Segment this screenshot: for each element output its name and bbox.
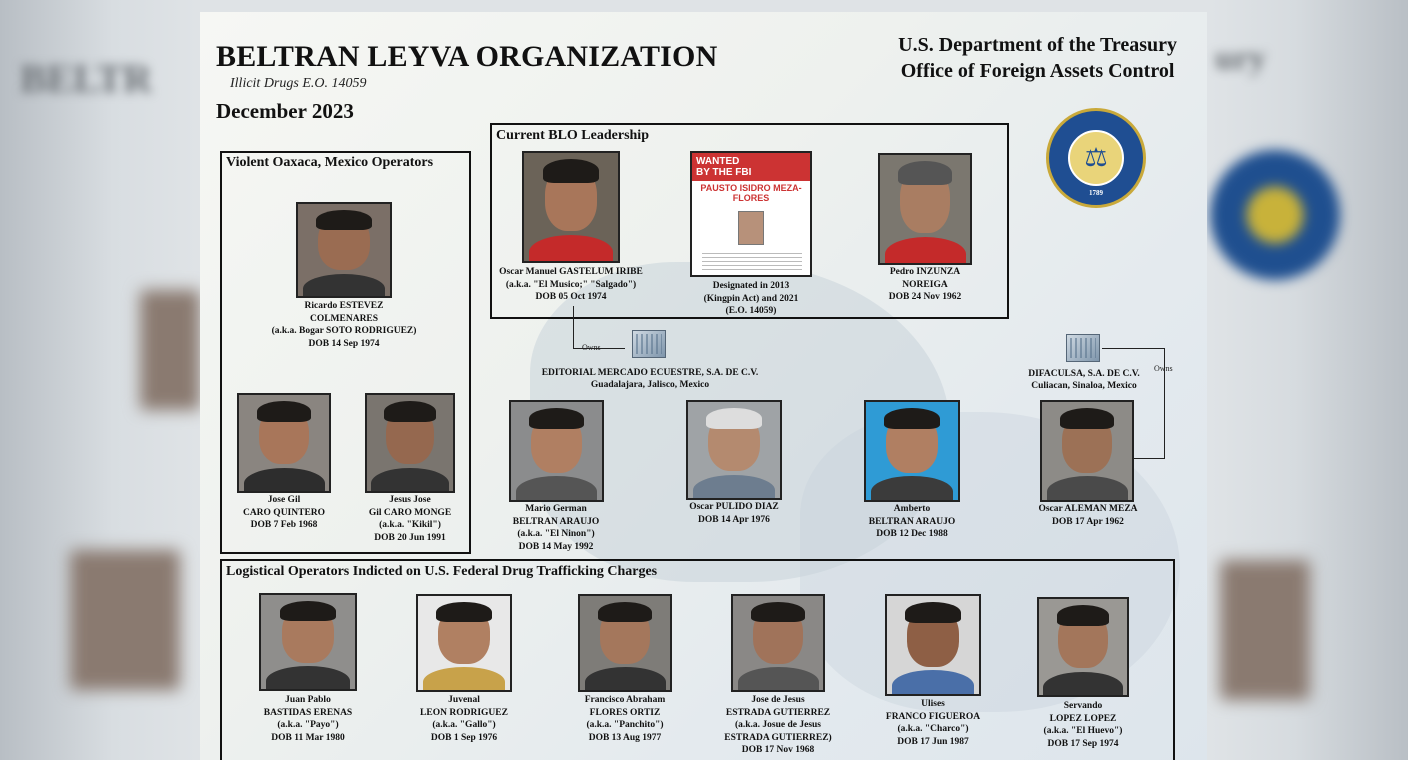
owns-line-horizontal-2 — [1102, 348, 1164, 349]
blurred-title-left: BELTR — [20, 56, 152, 101]
photo-caro-monge — [365, 393, 455, 493]
caption-amberto-beltran: Amberto BELTRAN ARAUJO DOB 12 Dec 1988 — [868, 504, 956, 539]
oaxaca-label: Violent Oaxaca, Mexico Operators — [226, 155, 434, 170]
agency-name — [898, 32, 1177, 84]
caption-gastelum: Oscar Manuel GASTELUM IRIBE (a.k.a. "El Musico;" "Salgado") DOB 05 Oct 1974 — [499, 267, 643, 302]
treasury-seal-icon — [1046, 108, 1146, 208]
caption-lopez: Servando LOPEZ LOPEZ (a.k.a. "El Huevo") DOB 17 Sep 1974 — [1043, 701, 1123, 749]
photo-franco — [885, 594, 981, 696]
agency-line-1: U.S. Department of the Treasury — [898, 34, 1177, 56]
fbi-name: PAUSTO ISIDRO MEZA-FLORES — [700, 183, 802, 203]
caption-mario-beltran: Mario German BELTRAN ARAUJO (a.k.a. "El Ninon") DOB 14 May 1992 — [512, 504, 600, 552]
owns-line-horizontal-3 — [1134, 458, 1165, 459]
seal-year: 1789 — [1089, 189, 1103, 197]
owns-label-2: Owns — [1154, 364, 1173, 373]
leadership-label: Current BLO Leadership — [496, 128, 649, 143]
photo-gastelum — [522, 151, 620, 263]
blurred-photo-left — [70, 550, 180, 690]
agency-line-2: Office of Foreign Assets Control — [900, 60, 1175, 82]
photo-amberto-beltran — [864, 400, 960, 502]
fbi-banner: WANTED BY THE FBI — [692, 153, 810, 181]
seal-shield-icon: ⚖ — [1068, 130, 1124, 186]
caption-meza: Designated in 2013 (Kingpin Act) and 2021 (E.O. 14059) — [703, 281, 799, 316]
caption-caro-quintero: Jose Gil CARO QUINTERO DOB 7 Feb 1968 — [242, 495, 326, 530]
photo-bastidas — [259, 593, 357, 691]
photo-pulido-diaz — [686, 400, 782, 500]
photo-aleman-meza — [1040, 400, 1134, 502]
photo-estrada — [731, 594, 825, 692]
photo-lopez — [1037, 597, 1129, 697]
logistical-label: Logistical Operators Indicted on U.S. Federal Drug Trafficking Charges — [226, 564, 658, 579]
photo-flores — [578, 594, 672, 692]
blurred-title-right: ury — [1215, 40, 1266, 77]
caption-estrada: Jose de Jesus ESTRADA GUTIERREZ (a.k.a. Josue de Jesus ESTRADA GUTIERREZ) DOB 17 Nov 1968 — [724, 695, 832, 755]
caption-caro-monge: Jesus Jose Gil CARO MONGE (a.k.a. "Kikil") DOB 20 Jun 1991 — [368, 495, 452, 543]
owns-label-1: Owns — [582, 343, 601, 352]
fbi-text-lines — [702, 253, 802, 271]
page-date: December 2023 — [216, 99, 354, 123]
company-editorial: EDITORIAL MERCADO ECUESTRE, S.A. DE C.V. Guadalajara, Jalisco, Mexico — [541, 368, 759, 390]
caption-pulido-diaz: Oscar PULIDO DIAZ DOB 14 Apr 1976 — [689, 502, 779, 525]
company-difaculsa: DIFACULSA, S.A. DE C.V. Culiacan, Sinaloa, Mexico — [1028, 369, 1140, 391]
page-title: BELTRAN LEYVA ORGANIZATION — [216, 40, 718, 73]
org-chart-poster — [200, 12, 1207, 760]
caption-estevez: Ricardo ESTEVEZ COLMENARES (a.k.a. Bogar SOTO RODRIGUEZ) DOB 14 Sep 1974 — [271, 301, 417, 349]
page-subtitle: Illicit Drugs E.O. 14059 — [230, 76, 367, 91]
blurred-photo-right — [1220, 560, 1310, 700]
blurred-seal-right — [1210, 150, 1340, 280]
caption-leon: Juvenal LEON RODRIGUEZ (a.k.a. "Gallo") DOB 1 Sep 1976 — [420, 695, 508, 743]
photo-caro-quintero — [237, 393, 331, 493]
photo-mario-beltran — [509, 400, 604, 502]
company-building-icon-2 — [1066, 334, 1100, 362]
fbi-photo — [738, 211, 764, 245]
caption-flores: Francisco Abraham FLORES ORTIZ (a.k.a. "Panchito") DOB 13 Aug 1977 — [584, 695, 666, 743]
owns-line-vertical-1 — [573, 306, 574, 348]
fbi-wanted-poster — [690, 151, 812, 277]
company-building-icon-1 — [632, 330, 666, 358]
caption-franco: Ulises FRANCO FIGUEROA (a.k.a. "Charco") DOB 17 Jun 1987 — [885, 699, 981, 747]
caption-aleman-meza: Oscar ALEMAN MEZA DOB 17 Apr 1962 — [1038, 504, 1138, 527]
photo-inzunza — [878, 153, 972, 265]
caption-bastidas: Juan Pablo BASTIDAS ERENAS (a.k.a. "Payo") DOB 11 Mar 1980 — [263, 695, 353, 743]
caption-inzunza: Pedro INZUNZA NOREIGA DOB 24 Nov 1962 — [888, 267, 962, 302]
blurred-photo-left-2 — [140, 290, 200, 410]
photo-leon — [416, 594, 512, 692]
photo-estevez — [296, 202, 392, 298]
